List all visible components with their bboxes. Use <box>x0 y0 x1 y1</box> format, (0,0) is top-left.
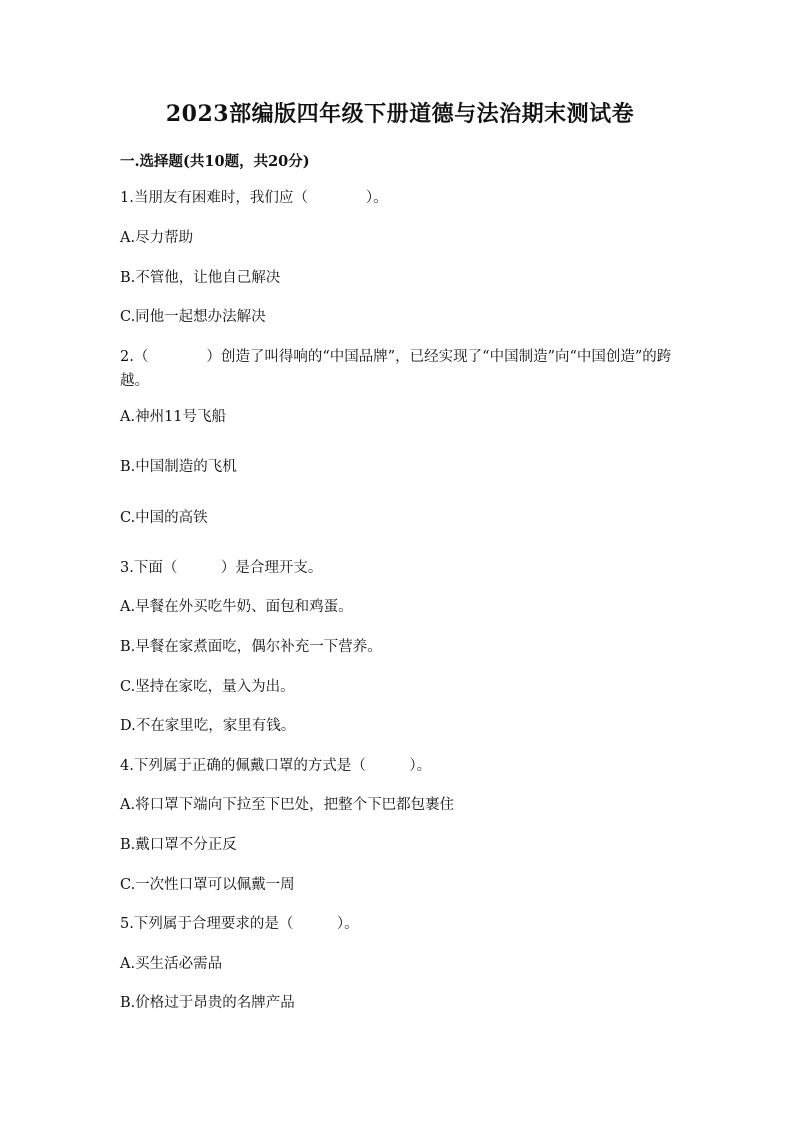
question-5-option-b: B.价格过于昂贵的名牌产品 <box>120 995 295 1011</box>
question-3-option-d: D.不在家里吃，家里有钱。 <box>120 718 296 734</box>
question-stem-3: 3.下面（ ）是合理开支。 <box>120 560 323 576</box>
question-3-option-b: B.早餐在家煮面吃，偶尔补充一下营养。 <box>120 639 382 655</box>
question-stem-4: 4.下列属于正确的佩戴口罩的方式是（ ）。 <box>120 758 432 774</box>
question-1-option-b: B.不管他，让他自己解决 <box>120 270 281 286</box>
question-stem-1: 1.当朋友有困难时，我们应（ ）。 <box>120 190 388 206</box>
question-stem-5: 5.下列属于合理要求的是（ ）。 <box>120 916 359 932</box>
section-heading: 一.选择题(共10题，共20分) <box>120 153 310 170</box>
question-2-option-a: A.神州11号飞船 <box>120 409 227 425</box>
page-title: 2023部编版四年级下册道德与法治期末测试卷 <box>165 101 635 127</box>
question-3-option-a: A.早餐在外买吃牛奶、面包和鸡蛋。 <box>120 599 353 615</box>
question-5-option-a: A.买生活必需品 <box>120 956 223 972</box>
question-4-option-b: B.戴口罩不分正反 <box>120 837 237 853</box>
question-4-option-c: C.一次性口罩可以佩戴一周 <box>120 877 295 893</box>
question-2-option-b: B.中国制造的飞机 <box>120 459 237 475</box>
question-1-option-c: C.同他一起想办法解决 <box>120 309 266 325</box>
question-4-option-a: A.将口罩下端向下拉至下巴处，把整个下巴都包裹住 <box>120 797 455 813</box>
question-2-option-c: C.中国的高铁 <box>120 510 208 526</box>
question-3-option-c: C.坚持在家吃，量入为出。 <box>120 679 295 695</box>
question-1-option-a: A.尽力帮助 <box>120 230 194 246</box>
question-stem-2: 2.（ ）创造了叫得响的“中国品牌”，已经实现了“中国制造”向“中国创造”的跨越。 <box>120 349 672 389</box>
